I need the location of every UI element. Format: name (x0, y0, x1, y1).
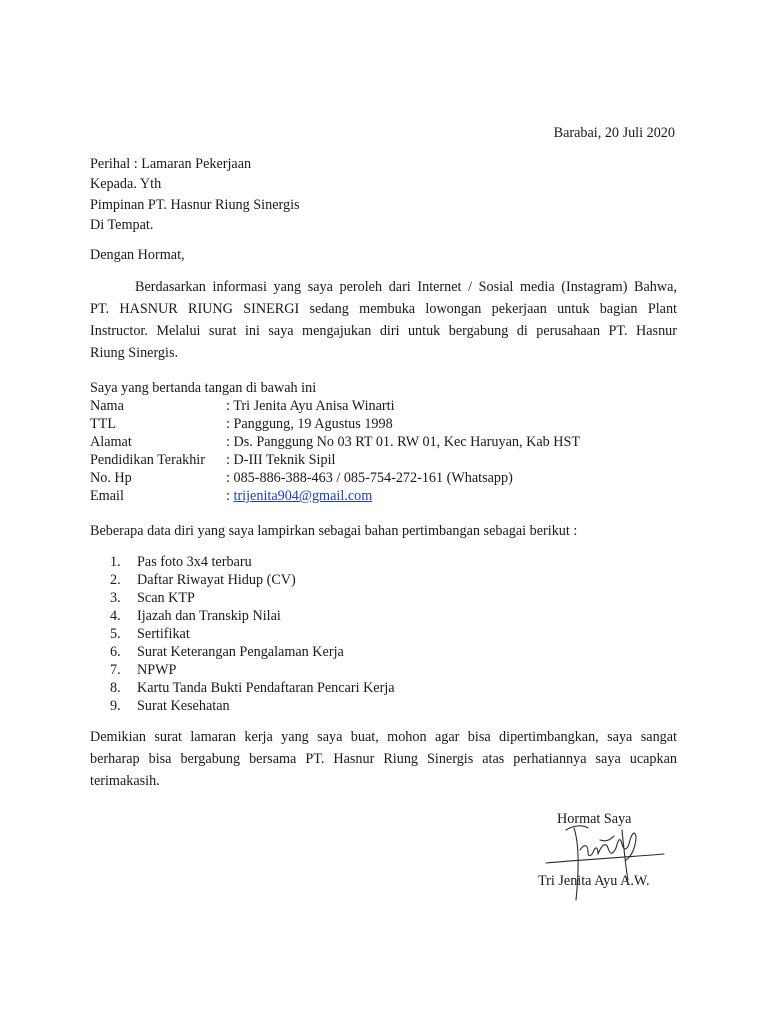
list-number: 6. (110, 644, 121, 660)
identity-value (226, 487, 372, 505)
paragraph-line: Instructor. Melalui surat ini saya mengajukan diri untuk bergabung di perusahaan PT. Hasnur (90, 323, 677, 339)
paragraph-line: Berdasarkan informasi yang saya peroleh dari Internet / Sosial media (Instagram) Bahwa, (135, 279, 677, 295)
signer-intro: Saya yang bertanda tangan di bawah ini (90, 380, 317, 396)
list-number: 1. (110, 554, 121, 570)
list-text: Kartu Tanda Bukti Pendaftaran Pencari Kerja (137, 680, 395, 696)
paragraph-line: berharap bisa bergabung bersama PT. Hasnur Riung Sinergis atas perhatiannya saya ucapkan (90, 751, 677, 767)
list-number: 2. (110, 572, 121, 588)
regards: Hormat Saya (557, 811, 632, 827)
list-text: Sertifikat (137, 626, 190, 642)
list-text: NPWP (137, 662, 177, 678)
list-text: Surat Keterangan Pengalaman Kerja (137, 644, 344, 660)
list-number: 3. (110, 590, 121, 606)
identity-value: : 085-886-388-463 / 085-754-272-161 (Whatsapp) (226, 470, 513, 486)
identity-key: Email (90, 488, 124, 504)
list-number: 9. (110, 698, 121, 714)
list-number: 4. (110, 608, 121, 624)
list-text: Daftar Riwayat Hidup (CV) (137, 572, 296, 588)
addressee-line: Kepada. Yth (90, 176, 162, 192)
identity-value: : Panggung, 19 Agustus 1998 (226, 416, 393, 432)
closing-paragraph (90, 726, 677, 792)
attachments-intro: Beberapa data diri yang saya lampirkan sebagai bahan pertimbangan sebagai berikut : (90, 523, 578, 539)
subject-line: Perihal : Lamaran Pekerjaan (90, 156, 252, 172)
paragraph-line: PT. HASNUR RIUNG SINERGI sedang membuka lowongan pekerjaan untuk bagian Plant (90, 301, 677, 317)
recipient-line: Pimpinan PT. Hasnur Riung Sinergis (90, 197, 300, 213)
paragraph-line: Demikian surat lamaran kerja yang saya buat, mohon agar bisa dipertimbangkan, saya sangat (90, 729, 677, 745)
list-text: Pas foto 3x4 terbaru (137, 554, 252, 570)
identity-key: Nama (90, 398, 124, 414)
identity-key: No. Hp (90, 470, 132, 486)
place-date: Barabai, 20 Juli 2020 (553, 125, 675, 141)
identity-value: : Ds. Panggung No 03 RT 01. RW 01, Kec Haruyan, Kab HST (226, 434, 581, 450)
list-number: 7. (110, 662, 121, 678)
paragraph-line: terimakasih. (90, 773, 160, 789)
list-text: Surat Kesehatan (137, 698, 230, 714)
signer-name: Tri Jenita Ayu A.W. (538, 873, 650, 889)
identity-key: Alamat (90, 434, 132, 450)
identity-value: : Tri Jenita Ayu Anisa Winarti (226, 398, 395, 414)
list-number: 5. (110, 626, 121, 642)
salutation: Dengan Hormat, (90, 247, 185, 263)
opening-paragraph (90, 276, 677, 364)
identity-value: : D-III Teknik Sipil (226, 452, 336, 468)
handwritten-signature (536, 800, 676, 910)
location-line: Di Tempat. (90, 217, 154, 233)
email-prefix: : (226, 488, 234, 504)
email-link[interactable]: trijenita904@gmail.com (233, 488, 373, 504)
identity-key: TTL (90, 416, 116, 432)
list-number: 8. (110, 680, 121, 696)
list-text: Scan KTP (137, 590, 195, 606)
paragraph-line: Riung Sinergis. (90, 345, 179, 361)
identity-key: Pendidikan Terakhir (90, 452, 205, 468)
list-text: Ijazah dan Transkip Nilai (137, 608, 281, 624)
